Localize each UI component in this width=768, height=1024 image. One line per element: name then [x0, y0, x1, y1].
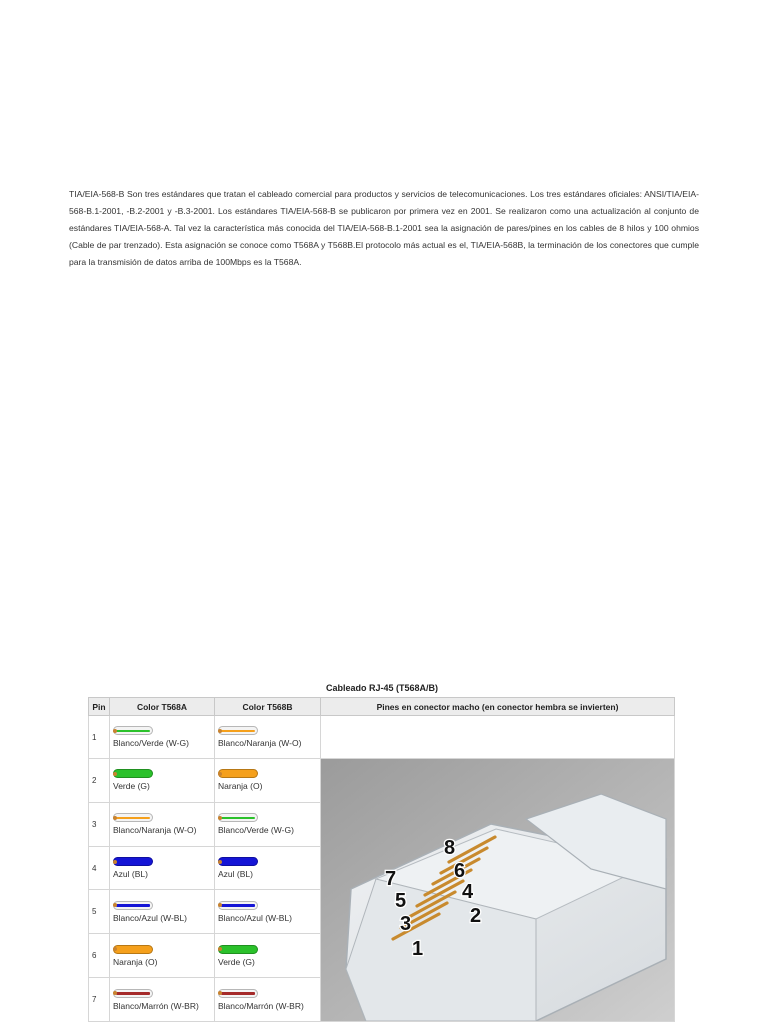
color-label: Blanco/Marrón (W-BR) — [218, 1000, 304, 1011]
color-label: Blanco/Verde (W-G) — [113, 738, 189, 748]
wire-swatch-icon — [218, 813, 258, 822]
pin-number: 5 — [89, 890, 110, 934]
header-t568b: Color T568B — [215, 698, 321, 716]
pin-number: 4 — [89, 846, 110, 890]
table-row — [89, 716, 675, 759]
wire-swatch-icon — [218, 769, 258, 778]
rj45-connector-photo — [321, 759, 674, 1021]
photo-pin-label: 8 — [444, 837, 456, 859]
color-label: Blanco/Marrón (W-BR) — [113, 1000, 199, 1011]
wire-swatch-icon — [113, 901, 153, 910]
color-label: Azul (BL) — [113, 869, 148, 880]
pin-number: 1 — [89, 716, 110, 759]
wire-swatch-icon — [218, 945, 258, 954]
color-label: Naranja (O) — [218, 781, 263, 792]
rj45-wiring-table — [88, 697, 675, 1022]
pin-number: 2 — [89, 759, 110, 803]
wire-swatch-icon — [113, 813, 153, 822]
color-a-cell — [110, 934, 215, 978]
color-a-cell — [110, 802, 215, 846]
wire-swatch-icon — [113, 857, 153, 866]
header-pin: Pin — [89, 698, 110, 716]
color-label: Azul (BL) — [218, 869, 253, 880]
wire-swatch-icon — [113, 945, 153, 954]
photo-pin-label: 3 — [400, 913, 412, 935]
photo-pin-label: 1 — [412, 938, 424, 960]
color-b-cell — [215, 934, 321, 978]
table-caption: Cableado RJ-45 (T568A/B) — [325, 683, 439, 693]
table-body — [89, 716, 675, 1022]
color-a-cell — [110, 890, 215, 934]
table-row — [89, 759, 675, 803]
connector-photo-cell — [321, 759, 675, 1022]
color-label: Blanco/Azul (W-BL) — [113, 912, 188, 923]
wire-swatch-icon — [113, 769, 153, 778]
wire-swatch-icon — [218, 726, 258, 735]
color-label: Verde (G) — [113, 781, 150, 792]
pin-number: 7 — [89, 978, 110, 1022]
pin-number: 3 — [89, 802, 110, 846]
color-label: Blanco/Azul (W-BL) — [218, 912, 293, 923]
color-label: Blanco/Verde (W-G) — [218, 825, 294, 836]
photo-pin-label: 4 — [462, 881, 474, 903]
photo-pin-label: 6 — [454, 860, 466, 882]
wire-swatch-icon — [218, 857, 258, 866]
color-b-cell — [215, 716, 321, 759]
color-a-cell — [110, 978, 215, 1022]
header-connector: Pines en conector macho (en conector hembra se invierten) — [321, 698, 675, 716]
color-b-cell — [215, 890, 321, 934]
wire-swatch-icon — [218, 901, 258, 910]
color-label: Verde (G) — [218, 956, 255, 967]
header-t568a: Color T568A — [110, 698, 215, 716]
color-label: Blanco/Naranja (W-O) — [113, 825, 197, 836]
wire-swatch-icon — [218, 989, 258, 998]
color-b-cell — [215, 846, 321, 890]
photo-pin-label: 2 — [470, 905, 482, 927]
color-b-cell — [215, 802, 321, 846]
wire-swatch-icon — [113, 726, 153, 735]
photo-pin-label: 7 — [385, 868, 397, 890]
color-b-cell — [215, 978, 321, 1022]
pin-number: 6 — [89, 934, 110, 978]
rj45-connector-illustration — [321, 759, 674, 1021]
table-header-row — [89, 698, 675, 716]
color-a-cell — [110, 716, 215, 759]
color-a-cell — [110, 759, 215, 803]
wire-swatch-icon — [113, 989, 153, 998]
connector-blank-cell — [321, 716, 675, 759]
color-label: Naranja (O) — [113, 956, 158, 967]
color-b-cell — [215, 759, 321, 803]
color-label: Blanco/Naranja (W-O) — [218, 738, 302, 748]
photo-pin-label: 5 — [395, 890, 407, 912]
intro-paragraph: TIA/EIA-568-B Son tres estándares que tratan el cableado comercial para productos y servicios de telecomunicaciones. Los tres estándares oficiales: ANSI/TIA/EIA-568-B.1-2001, -B.2-2001 y -B.3-2001. Los estándares TIA/EIA-568-B se publicaron por primera vez en 2001. Se realizaron como una actualización al conjunto de estándares TIA/EIA-568-A. Tal vez la característica más conocida del TIA/EIA-568-B.1-2001 sea la asignación de pares/pines en los cables de 8 hilos y 100 ohmios (Cable de par trenzado). Esta asignación se conoce como T568A y T568B.El protocolo más actual es el, TIA/EIA-568B, la terminación de los conectores que cumple para la transmisión de datos arriba de 100Mbps es la T568A. — [69, 188, 699, 267]
color-a-cell — [110, 846, 215, 890]
